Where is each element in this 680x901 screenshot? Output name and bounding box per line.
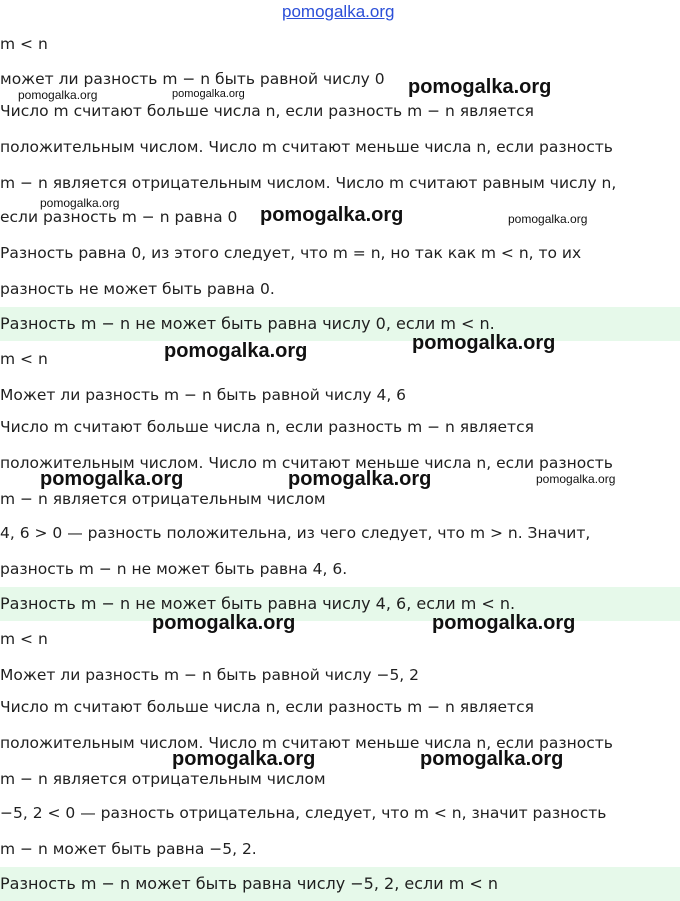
explanation-1-line-6: разность не может быть равна 0. — [0, 280, 275, 298]
explanation-3-line-4: −5, 2 < 0 — разность отрицательна, следует, что m < n, значит разность — [0, 804, 607, 822]
answer-box-2 — [0, 587, 680, 621]
condition-3: m < n — [0, 630, 48, 648]
watermark: pomogalka.org — [40, 196, 120, 210]
watermark: pomogalka.org — [432, 612, 576, 634]
explanation-3-line-3: m − n является отрицательным числом — [0, 770, 326, 788]
explanation-2-line-3: m − n является отрицательным числом — [0, 490, 326, 508]
explanation-1-line-5: Разность равна 0, из этого следует, что m = n, но так как m < n, то их — [0, 244, 582, 262]
explanation-2-line-2: положительным числом. Число m считают меньше числа n, если разность — [0, 454, 613, 472]
explanation-2-line-4: 4, 6 > 0 — разность положительна, из чего следует, что m > n. Значит, — [0, 524, 591, 542]
answer-2: Разность m − n не может быть равна числу 4, 6, если m < n. — [0, 594, 516, 613]
explanation-1-line-1: Число m считают больше числа n, если разность m − n является — [0, 102, 534, 120]
explanation-3-line-2: положительным числом. Число m считают меньше числа n, если разность — [0, 734, 613, 752]
watermark: pomogalka.org — [18, 88, 98, 102]
watermark: pomogalka.org — [408, 76, 552, 98]
condition-2: m < n — [0, 350, 48, 368]
question-1: может ли разность m − n быть равной числу 0 — [0, 70, 385, 88]
watermark: pomogalka.org — [288, 468, 432, 490]
answer-1: Разность m − n не может быть равна числу 0, если m < n. — [0, 314, 495, 333]
explanation-1-line-3: m − n является отрицательным числом. Число m считают равным числу n, — [0, 174, 617, 192]
watermark: pomogalka.org — [172, 88, 245, 100]
explanation-1-line-2: положительным числом. Число m считают меньше числа n, если разность — [0, 138, 613, 156]
explanation-3-line-1: Число m считают больше числа n, если разность m − n является — [0, 698, 534, 716]
watermark: pomogalka.org — [508, 212, 588, 226]
condition-1: m < n — [0, 35, 48, 53]
explanation-1-line-4: если разность m − n равна 0 — [0, 208, 238, 226]
watermark: pomogalka.org — [260, 204, 404, 226]
answer-box-3 — [0, 867, 680, 901]
watermark: pomogalka.org — [536, 472, 616, 486]
watermark: pomogalka.org — [420, 748, 564, 770]
watermark: pomogalka.org — [172, 748, 316, 770]
header-watermark-link[interactable]: pomogalka.org — [282, 2, 395, 21]
watermark: pomogalka.org — [164, 340, 308, 362]
watermark: pomogalka.org — [412, 332, 556, 354]
answer-box-1 — [0, 307, 680, 341]
watermark: pomogalka.org — [40, 468, 184, 490]
explanation-2-line-5: разность m − n не может быть равна 4, 6. — [0, 560, 348, 578]
explanation-2-line-1: Число m считают больше числа n, если разность m − n является — [0, 418, 534, 436]
question-2: Может ли разность m − n быть равной числу 4, 6 — [0, 386, 407, 404]
watermark: pomogalka.org — [152, 612, 296, 634]
explanation-3-line-5: m − n может быть равна −5, 2. — [0, 840, 257, 858]
answer-3: Разность m − n может быть равна числу −5, 2, если m < n — [0, 874, 499, 893]
question-3: Может ли разность m − n быть равной числу −5, 2 — [0, 666, 420, 684]
